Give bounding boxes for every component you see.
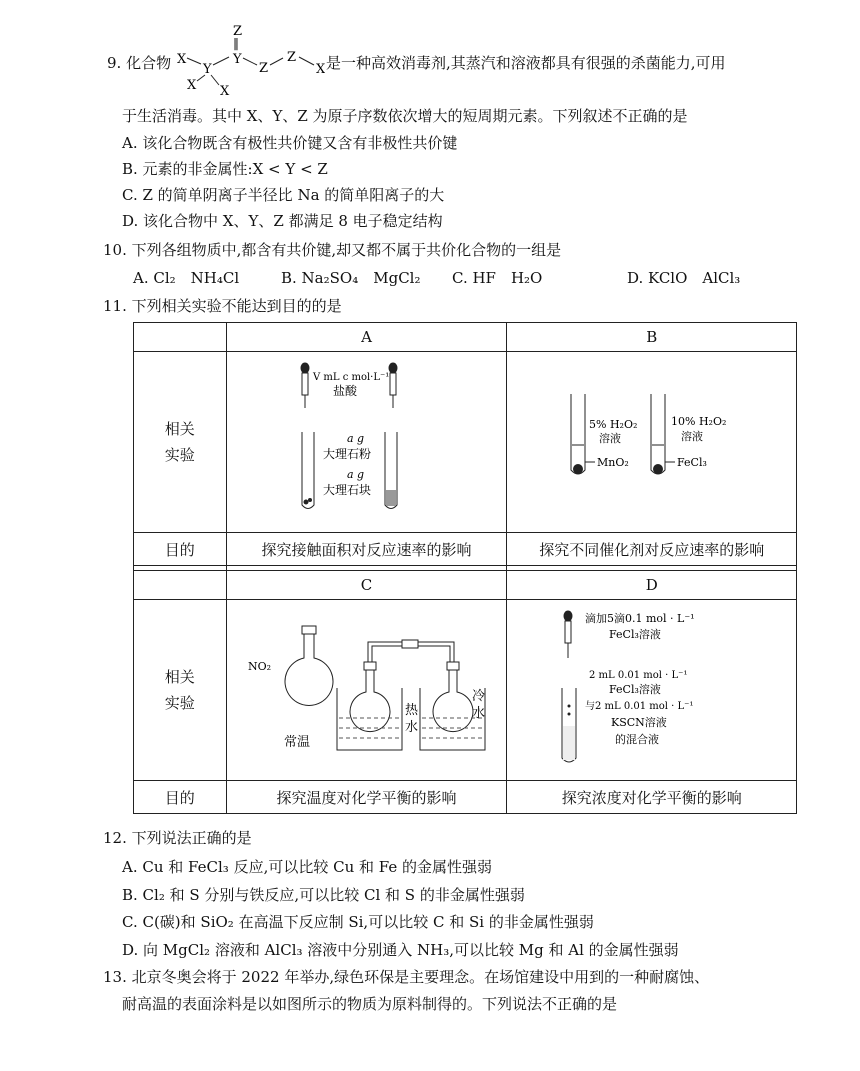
- row-label-aim: 目的: [134, 781, 227, 814]
- q9-option-d: D. 该化合物中 X、Y、Z 都满足 8 电子稳定结构: [122, 212, 443, 230]
- label-mix-1: 2 mL 0.01 mol · L⁻¹: [589, 670, 688, 681]
- label-no2: NO₂: [247, 660, 271, 673]
- label-drop-2: FeCl₃溶液: [609, 628, 662, 641]
- row-label-aim: 目的: [134, 533, 227, 566]
- table-row: [134, 571, 797, 600]
- label-hot-2: 水: [404, 720, 418, 735]
- label-solution-2: 溶液: [680, 430, 703, 443]
- row-label-text: 实验: [164, 694, 195, 712]
- label-mix-2: FeCl₃溶液: [609, 683, 662, 696]
- label-fecl3: FeCl₃: [676, 456, 707, 469]
- q12-option-d: D. 向 MgCl₂ 溶液和 AlCl₃ 溶液中分别通入 NH₃,可以比较 Mg 和 Al 的金属性强弱: [122, 941, 679, 959]
- label-room-temp: 常温: [283, 735, 310, 750]
- header-a: A: [226, 323, 507, 352]
- experiment-b-cell: [507, 352, 797, 533]
- label-mix-4: KSCN溶液: [611, 716, 668, 729]
- aim-b: 探究不同催化剂对反应速率的影响: [507, 533, 797, 566]
- q10-option-a: A. Cl₂ NH₄Cl: [133, 269, 240, 287]
- struct-atom: X: [187, 78, 197, 93]
- header-b: B: [507, 323, 797, 352]
- q9-stem-line2: 于生活消毒。其中 X、Y、Z 为原子序数依次增大的短周期元素。下列叙述不正确的是: [122, 107, 688, 125]
- label-cold-2: 水: [471, 706, 485, 721]
- q9-option-a: A. 该化合物既含有极性共价键又含有非极性共价键: [122, 134, 458, 152]
- struct-atom: Z: [233, 24, 243, 39]
- struct-atom: Z: [259, 61, 269, 76]
- struct-atom: X: [316, 62, 325, 77]
- struct-atom: Y: [203, 62, 212, 77]
- q10-option-d: D. KClO AlCl₃: [627, 269, 741, 287]
- table-row: [134, 352, 797, 533]
- header-c: C: [226, 571, 507, 600]
- q9-option-c: C. Z 的简单阴离子半径比 Na 的简单阳离子的大: [122, 186, 445, 204]
- q10-stem: 10. 下列各组物质中,都含有共价键,却又都不属于共价化合物的一组是: [103, 241, 562, 259]
- label-h2o2-10: 10% H₂O₂: [670, 415, 727, 428]
- experiment-d-cell: [507, 600, 797, 781]
- q9-stem-suffix: 是一种高效消毒剂,其蒸汽和溶液都具有很强的杀菌能力,可用: [326, 54, 726, 72]
- label-drop-1: 滴加5滴0.1 mol · L⁻¹: [585, 612, 695, 625]
- label-mix-5: 的混合液: [615, 733, 660, 746]
- header-empty-cell: [134, 323, 227, 352]
- header-empty-cell: [134, 571, 227, 600]
- q12-option-b: B. Cl₂ 和 S 分别与铁反应,可以比较 Cl 和 S 的非金属性强弱: [122, 886, 525, 904]
- label-block: 大理石块: [322, 483, 371, 497]
- label-mix-3: 与2 mL 0.01 mol · L⁻¹: [585, 701, 694, 712]
- experiment-table: [133, 322, 797, 814]
- label-powder: 大理石粉: [322, 447, 371, 461]
- label-acid: 盐酸: [332, 384, 357, 398]
- q13-stem-line1: 13. 北京冬奥会将于 2022 年举办,绿色环保是主要理念。在场馆建设中用到的一种耐腐蚀、: [103, 968, 710, 986]
- q9-stem-prefix: 9. 化合物: [107, 54, 172, 72]
- aim-a: 探究接触面积对反应速率的影响: [226, 533, 507, 566]
- row-label-experiment: [134, 600, 227, 781]
- q13-stem-line2: 耐高温的表面涂料是以如图所示的物质为原料制得的。下列说法不正确的是: [122, 995, 618, 1013]
- label-acid-conc: V mL c mol·L⁻¹: [312, 372, 389, 383]
- q12-option-a: A. Cu 和 FeCl₃ 反应,可以比较 Cu 和 Fe 的金属性强弱: [122, 858, 493, 876]
- label-cold-1: 冷: [471, 689, 485, 704]
- aim-c: 探究温度对化学平衡的影响: [226, 781, 507, 814]
- experiment-d-diagram: [559, 608, 744, 768]
- struct-atom: X: [177, 52, 187, 67]
- q9-structure-diagram: [175, 23, 325, 98]
- label-h2o2-5: 5% H₂O₂: [588, 418, 638, 431]
- q11-stem: 11. 下列相关实验不能达到目的的是: [103, 297, 342, 315]
- table-row: [134, 600, 797, 781]
- row-label-text: 相关: [164, 420, 195, 438]
- aim-d: 探究浓度对化学平衡的影响: [507, 781, 797, 814]
- row-label-text: 相关: [164, 668, 195, 686]
- experiment-c-cell: [226, 600, 507, 781]
- label-mno2: MnO₂: [596, 456, 629, 469]
- row-label-text: 实验: [164, 446, 195, 464]
- q12-option-c: C. C(碳)和 SiO₂ 在高温下反应制 Si,可以比较 C 和 Si 的非金属性强弱: [122, 913, 594, 931]
- label-mass-2: a g: [346, 468, 364, 481]
- table-row: [134, 323, 797, 352]
- row-label-experiment: [134, 352, 227, 533]
- q9-option-b: B. 元素的非金属性:X < Y < Z: [122, 160, 328, 178]
- struct-atom: Y: [233, 52, 242, 67]
- struct-atom: X: [220, 84, 230, 98]
- label-hot-1: 热: [404, 703, 418, 718]
- q10-option-c: C. HF H₂O: [452, 269, 543, 287]
- experiment-b-diagram: [567, 390, 737, 490]
- label-solution-1: 溶液: [598, 432, 621, 445]
- table-row: [134, 781, 797, 814]
- header-d: D: [507, 571, 797, 600]
- experiment-a-diagram: [297, 360, 437, 520]
- q12-stem: 12. 下列说法正确的是: [103, 829, 252, 847]
- struct-double-bond: ‖: [233, 36, 239, 50]
- label-mass-1: a g: [346, 432, 364, 445]
- table-row: [134, 533, 797, 566]
- struct-atom: Z: [287, 50, 297, 65]
- experiment-a-cell: [226, 352, 507, 533]
- experiment-c-diagram: [242, 618, 492, 758]
- q10-option-b: B. Na₂SO₄ MgCl₂: [281, 269, 421, 287]
